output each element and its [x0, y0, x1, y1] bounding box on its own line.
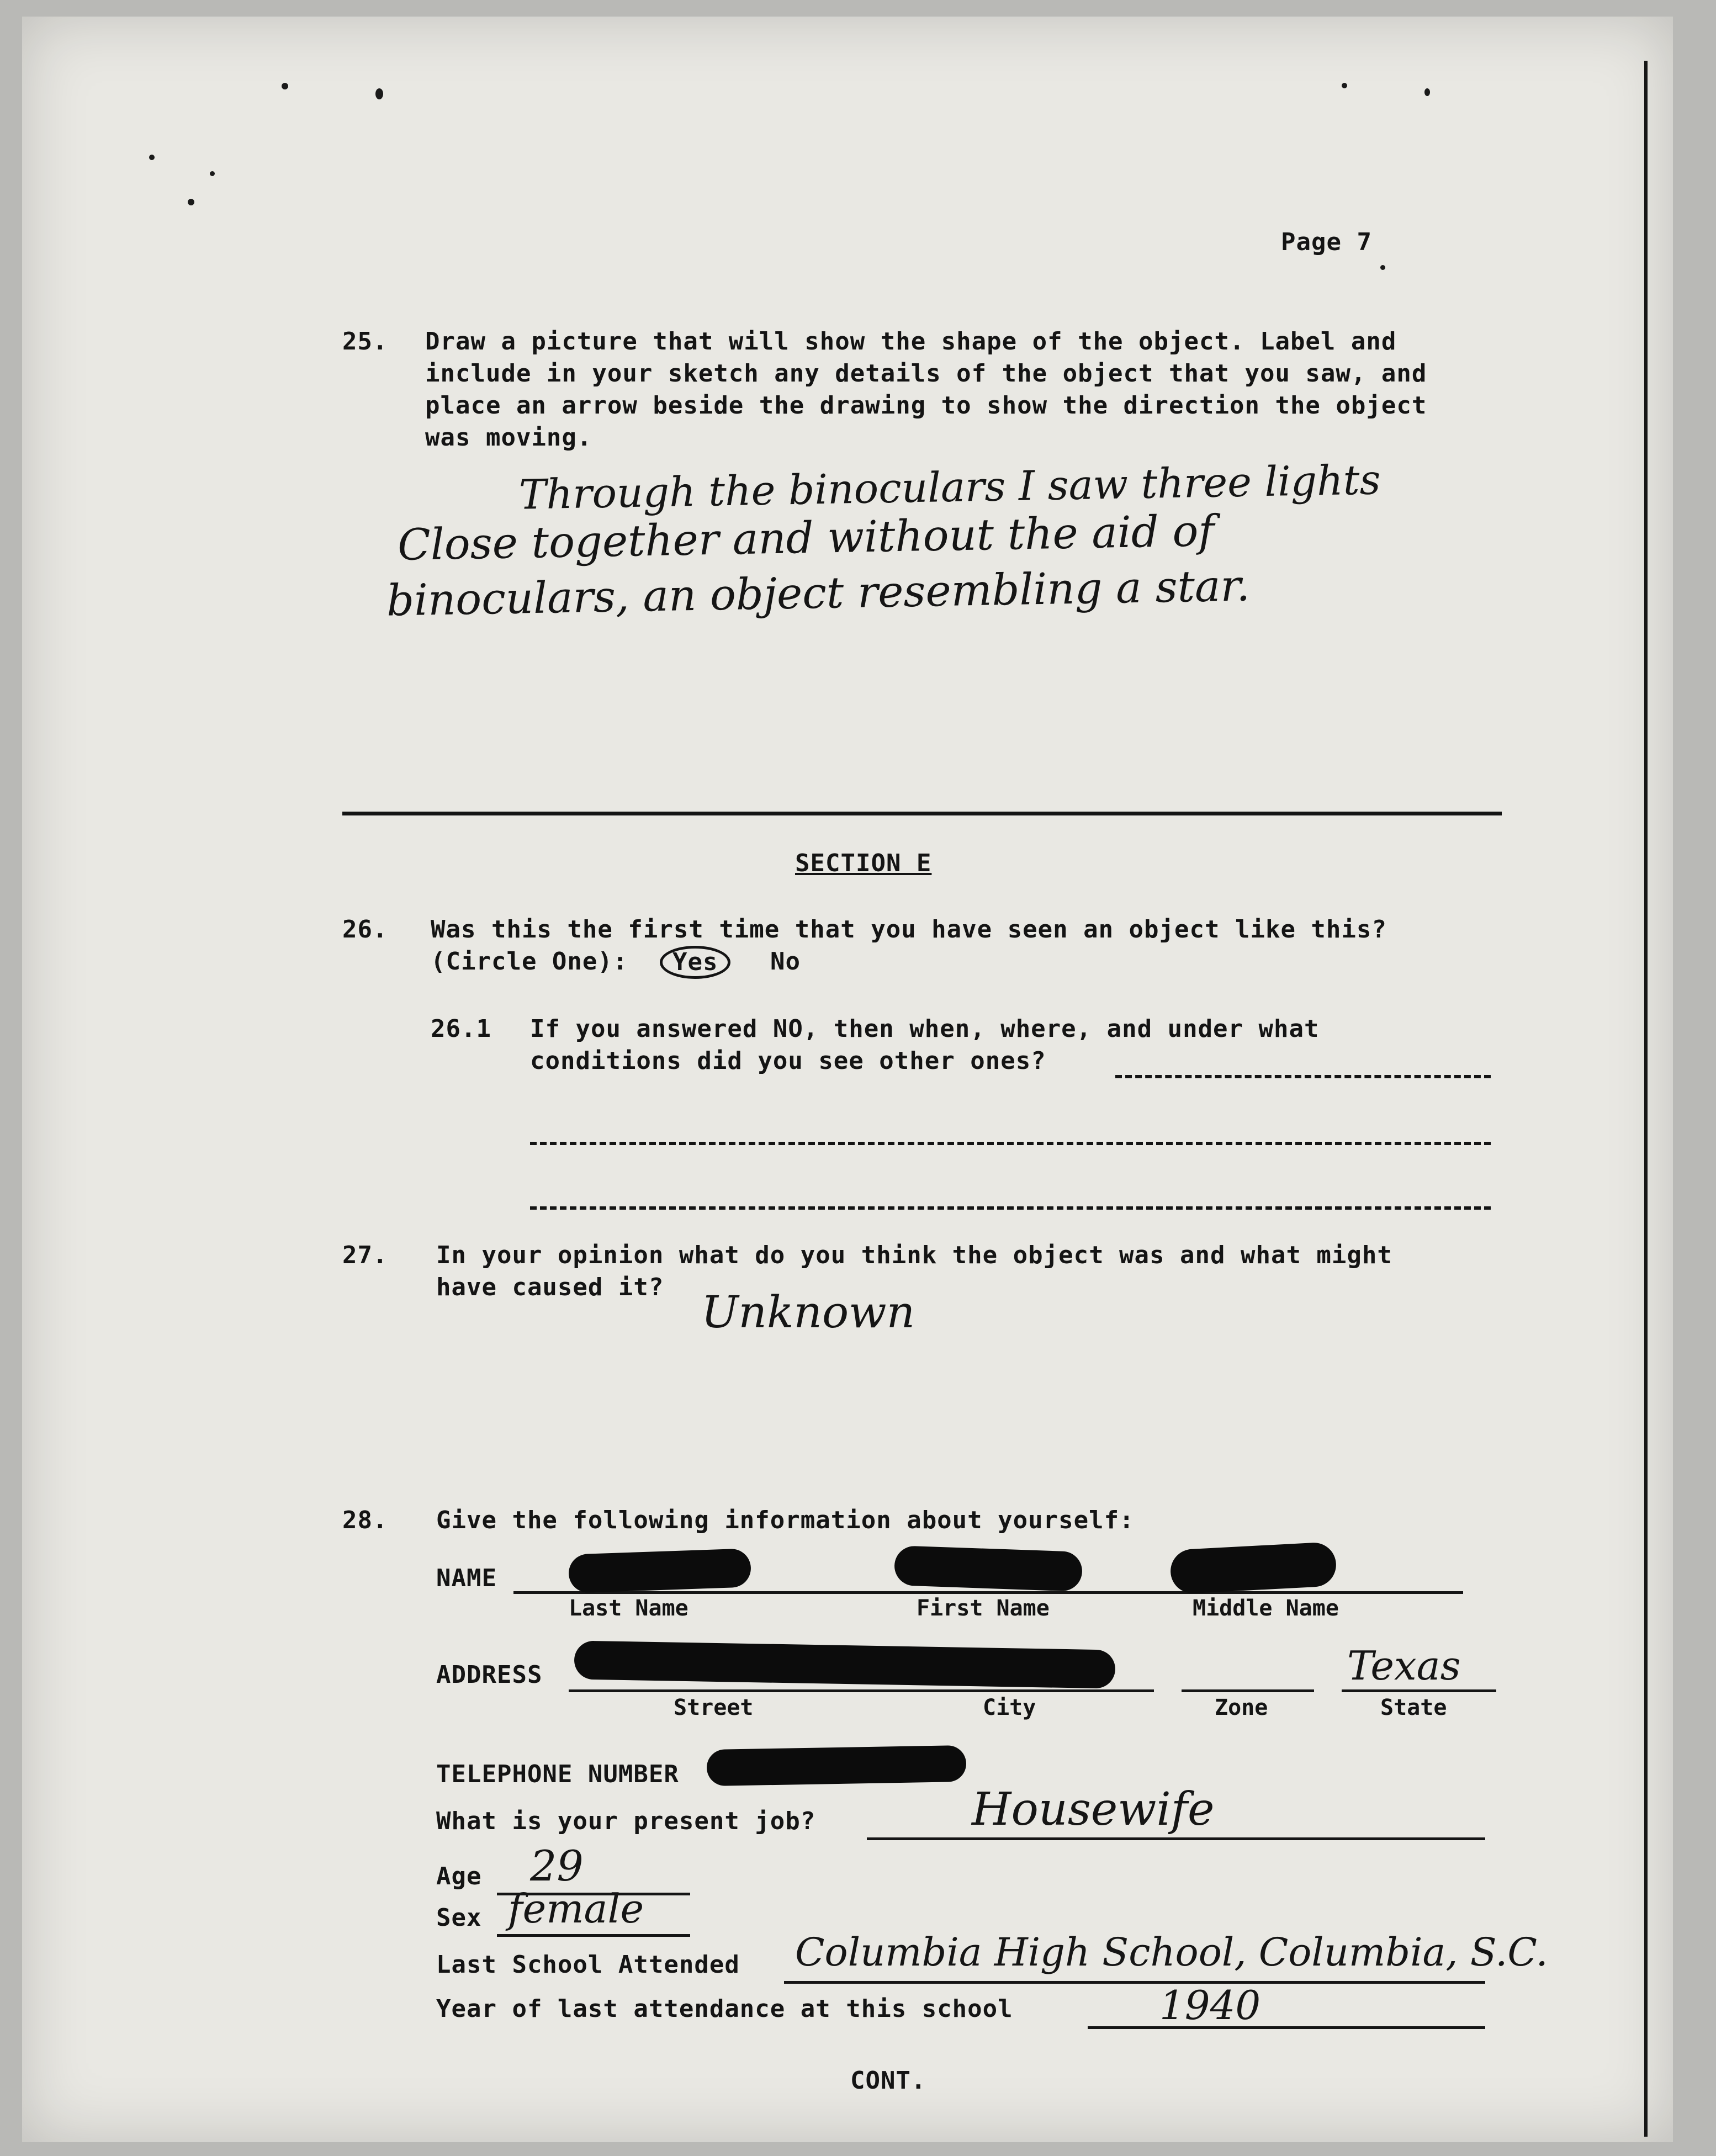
street-caption: Street: [674, 1695, 754, 1720]
first-name-caption: First Name: [917, 1596, 1050, 1621]
q25-text-line: was moving.: [425, 423, 592, 452]
q26-circle-one-label: (Circle One):: [431, 947, 628, 976]
middle-name-caption: Middle Name: [1193, 1596, 1339, 1621]
school-value: Columbia High School, Columbia, S.C.: [795, 1930, 1548, 1975]
q27-answer: Unknown: [701, 1286, 915, 1338]
q25-answer-line: Through the binoculars I saw three lights: [518, 456, 1381, 519]
school-label: Last School Attended: [436, 1951, 740, 1979]
page-number: Page 7: [1281, 228, 1372, 256]
q26-text-line: Was this the first time that you have seen an object like this?: [431, 915, 1387, 944]
q28-number: 28.: [342, 1506, 388, 1534]
last-name-caption: Last Name: [569, 1596, 688, 1621]
redaction-last-name: [568, 1548, 751, 1593]
q27-text-line: In your opinion what do you think the object was and what might: [436, 1241, 1392, 1269]
zone-line: [1182, 1689, 1314, 1692]
q25-number: 25.: [342, 327, 388, 356]
job-label: What is your present job?: [436, 1807, 816, 1835]
redaction-address: [574, 1640, 1115, 1688]
city-caption: City: [983, 1695, 1036, 1720]
q25-answer-line: Close together and without the aid of: [397, 506, 1215, 570]
scan-speck: [375, 88, 383, 99]
scan-speck: [149, 155, 155, 160]
scan-speck: [1342, 83, 1347, 88]
q26-1-text-line: conditions did you see other ones?: [530, 1047, 1046, 1075]
scan-speck: [210, 171, 215, 176]
state-value: Texas: [1347, 1643, 1461, 1689]
q26-1-number: 26.1: [431, 1015, 491, 1043]
redaction-telephone: [706, 1745, 966, 1786]
telephone-label: TELEPHONE NUMBER: [436, 1760, 679, 1788]
answer-line: [1115, 1075, 1491, 1078]
name-field-line: [513, 1591, 1463, 1594]
q26-number: 26.: [342, 915, 388, 944]
q27-text-line: have caused it?: [436, 1273, 664, 1301]
job-value: Housewife: [972, 1783, 1215, 1836]
q28-intro: Give the following information about yourself:: [436, 1506, 1135, 1534]
name-label: NAME: [436, 1564, 497, 1592]
q26-1-text-line: If you answered NO, then when, where, and under what: [530, 1015, 1320, 1043]
section-divider: [342, 812, 1502, 815]
sex-field-line: [497, 1934, 690, 1937]
job-field-line: [867, 1837, 1485, 1840]
q25-text-line: include in your sketch any details of the object that you saw, and: [425, 359, 1427, 388]
q26-no-option: No: [770, 947, 801, 976]
redaction-middle-name: [1169, 1541, 1337, 1595]
page-edge-rule: [1644, 61, 1648, 2137]
scan-speck: [1380, 265, 1385, 270]
redaction-first-name: [894, 1545, 1083, 1592]
zone-caption: Zone: [1215, 1695, 1268, 1720]
year-field-line: [1088, 2026, 1485, 2029]
age-label: Age: [436, 1862, 482, 1890]
scan-speck: [188, 199, 194, 205]
school-field-line: [784, 1981, 1485, 1984]
answer-line: [530, 1206, 1491, 1210]
sex-value: female: [508, 1885, 644, 1932]
document-page: [22, 17, 1673, 2142]
scan-speck: [282, 83, 288, 89]
q25-answer-line: binoculars, an object resembling a star.: [386, 561, 1251, 626]
q27-number: 27.: [342, 1241, 388, 1269]
address-label: ADDRESS: [436, 1661, 543, 1689]
year-value: 1940: [1159, 1982, 1261, 2028]
scan-speck: [1424, 88, 1430, 96]
state-line: [1342, 1689, 1496, 1692]
age-value: 29: [530, 1841, 584, 1890]
q25-text-line: place an arrow beside the drawing to show the direction the object: [425, 391, 1427, 420]
year-label: Year of last attendance at this school: [436, 1995, 1013, 2023]
street-city-line: [569, 1689, 1154, 1692]
footer-continued: CONT.: [850, 2067, 926, 2095]
q25-text-line: Draw a picture that will show the shape of the object. Label and: [425, 327, 1397, 356]
sex-label: Sex: [436, 1904, 482, 1932]
q26-yes-option: Yes: [660, 946, 730, 979]
state-caption: State: [1380, 1695, 1447, 1720]
answer-line: [530, 1142, 1491, 1145]
section-heading: SECTION E: [795, 849, 932, 877]
